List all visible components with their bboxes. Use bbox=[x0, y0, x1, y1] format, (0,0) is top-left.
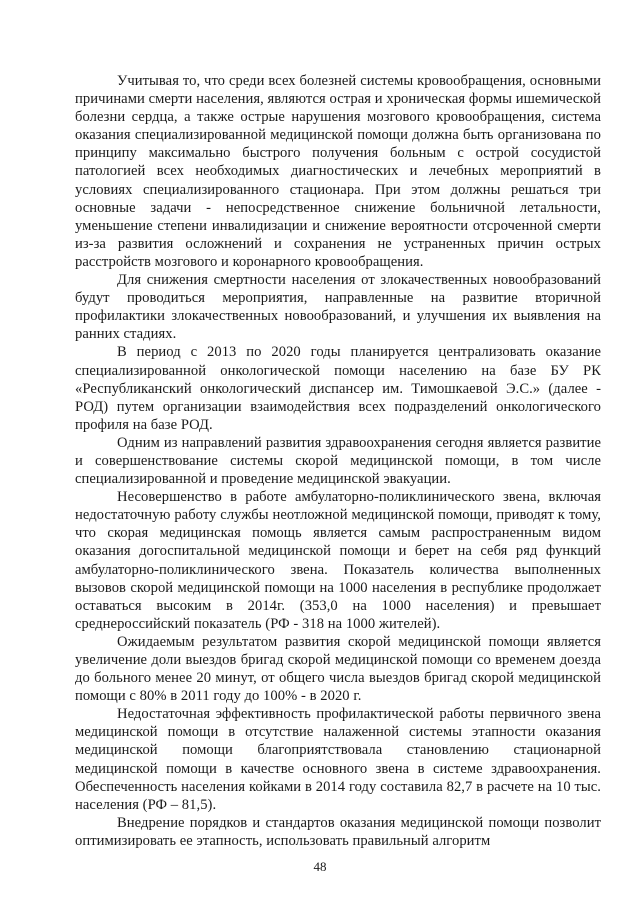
paragraph-cardiovascular: Учитывая то, что среди всех болезней системы кровообращения, основными причинами смерти населения, являются острая и хроническая формы ишемической болезни сердца, а также острые нарушения мозгового кровообращения, система оказания специализированной медицинской помощи должна быть организована по принципу максимально быстрого получения больным с острой сосудистой патологией всех необходимых диагностических и лечебных мероприятий в условиях специализированного стационара. При этом должны решаться три основные задачи - непосредственное снижение больничной летальности, уменьшение степени инвалидизации и снижение вероятности отсроченной смерти из-за развития осложнений и сохранения не устраненных причин острых расстройств мозгового и коронарного кровообращения. bbox=[75, 73, 601, 270]
paragraph-oncology-centralization: В период с 2013 по 2020 годы планируется централизовать оказание специализированной онкологической помощи населению на базе БУ РК «Республиканский онкологический диспансер им. Тимошкаевой Э.С.» (далее - РОД) путем организации взаимодействия всех подразделений онкологического профиля на базе РОД. bbox=[75, 344, 601, 433]
paragraph-standards: Внедрение порядков и стандартов оказания медицинской помощи позволит оптимизировать ее этапность, использовать правильный алгоритм bbox=[75, 814, 601, 849]
page-number: 48 bbox=[313, 859, 327, 874]
paragraph-oncology-prevention: Для снижения смертности населения от злокачественных новообразований будут проводиться мероприятия, направленные на развитие вторичной профилактики злокачественных новообразований, и улучшения их выявления на ранних стадиях. bbox=[75, 272, 601, 343]
paragraph-emergency-care: Одним из направлений развития здравоохранения сегодня является развитие и совершенствование системы скорой медицинской помощи, в том числе специализированной и проведение медицинской эвакуации. bbox=[75, 434, 601, 488]
document-body bbox=[75, 72, 601, 850]
paragraph-outpatient-deficiency: Несовершенство в работе амбулаторно-поликлинического звена, включая недостаточную работу службы неотложной медицинской помощи, приводят к тому, что скорая медицинская помощь является самым распространенным видом оказания догоспитальной медицинской помощи и берет на себя ряд функций амбулаторно-поликлинического звена. Показатель количества выполненных вызовов скорой медицинской помощи на 1000 населения в республике продолжает оставаться высоким в 2014г. (353,0 на 1000 населения) и превышает среднероссийский показатель (РФ - 318 на 1000 жителей). bbox=[75, 489, 601, 632]
paragraph-expected-result: Ожидаемым результатом развития скорой медицинской помощи является увеличение доли выездов бригад скорой медицинской помощи со временем доезда до больного менее 20 минут, от общего числа выездов бригад скорой медицинской помощи с 80% в 2011 году до 100% - в 2020 г. bbox=[75, 633, 601, 705]
paragraph-hospital-beds: Недостаточная эффективность профилактической работы первичного звена медицинской помощи в отсутствие налаженной системы этапности оказания медицинской помощи благоприятствовала становлению стационарной медицинской помощи в качестве основного звена в системе здравоохранения. Обеспеченность населения койками в 2014 году составила 82,7 в расчете на 10 тыс. населения (РФ – 81,5). bbox=[75, 706, 601, 813]
